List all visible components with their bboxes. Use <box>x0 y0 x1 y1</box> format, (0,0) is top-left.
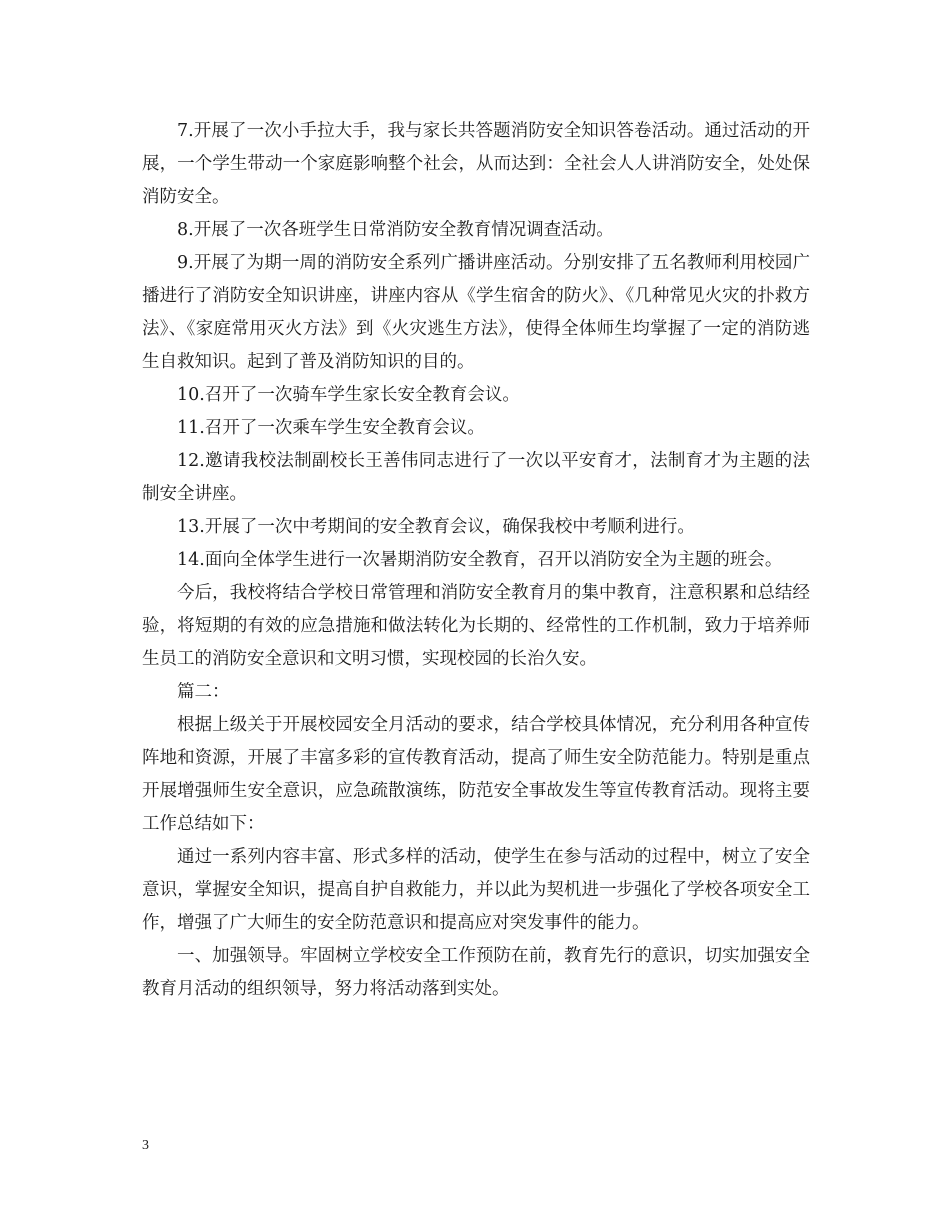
paragraph-item-14: 14.面向全体学生进行一次暑期消防安全教育，召开以消防安全为主题的班会。 <box>177 550 783 570</box>
section-heading-part-two: 篇二： <box>177 682 230 702</box>
paragraph-item-13: 13.开展了一次中考期间的安全教育会议，确保我校中考顺利进行。 <box>177 517 695 537</box>
paragraph-summary: 通过一系列内容丰富、形式多样的活动，使学生在参与活动的过程中，树立了安全意识，掌握安全知识，提高自护自救能力，并以此为契机进一步强化了学校各项安全工作，增强了广大师生的安全防范意识和提高应对突发事件的能力。 <box>142 847 810 933</box>
page-number: 3 <box>142 1138 149 1153</box>
paragraph-conclusion: 今后，我校将结合学校日常管理和消防安全教育月的集中教育，注意积累和总结经验，将短期的有效的应急措施和做法转化为长期的、经常性的工作机制，致力于培养师生员工的消防安全意识和文明习惯，实现校园的长治久安。 <box>142 583 810 669</box>
paragraph-item-12: 12.邀请我校法制副校长王善伟同志进行了一次以平安育才，法制育才为主题的法制安全讲座。 <box>142 451 810 504</box>
paragraph-item-10: 10.召开了一次骑车学生家长安全教育会议。 <box>177 385 520 405</box>
paragraph-item-8: 8.开展了一次各班学生日常消防安全教育情况调查活动。 <box>177 220 614 240</box>
document-body <box>142 115 810 1006</box>
paragraph-item-7: 7.开展了一次小手拉大手，我与家长共答题消防安全知识答卷活动。通过活动的开展，一个学生带动一个家庭影响整个社会，从而达到：全社会人人讲消防安全，处处保消防安全。 <box>142 121 810 207</box>
paragraph-intro: 根据上级关于开展校园安全月活动的要求，结合学校具体情况，充分利用各种宣传阵地和资源，开展了丰富多彩的宣传教育活动，提高了师生安全防范能力。特别是重点开展增强师生安全意识，应急疏散演练，防范安全事故发生等宣传教育活动。现将主要工作总结如下： <box>142 715 810 834</box>
paragraph-item-9: 9.开展了为期一周的消防安全系列广播讲座活动。分别安排了五名教师利用校园广播进行了消防安全知识讲座，讲座内容从《学生宿舍的防火》、《几种常见火灾的扑救方法》、《家庭常用灭火方法》到《火灾逃生方法》，使得全体师生均掌握了一定的消防逃生自救知识。起到了普及消防知识的目的。 <box>142 253 810 372</box>
paragraph-item-11: 11.召开了一次乘车学生安全教育会议。 <box>177 418 485 438</box>
paragraph-section-one: 一、加强领导。牢固树立学校安全工作预防在前，教育先行的意识，切实加强安全教育月活动的组织领导，努力将活动落到实处。 <box>142 946 810 999</box>
